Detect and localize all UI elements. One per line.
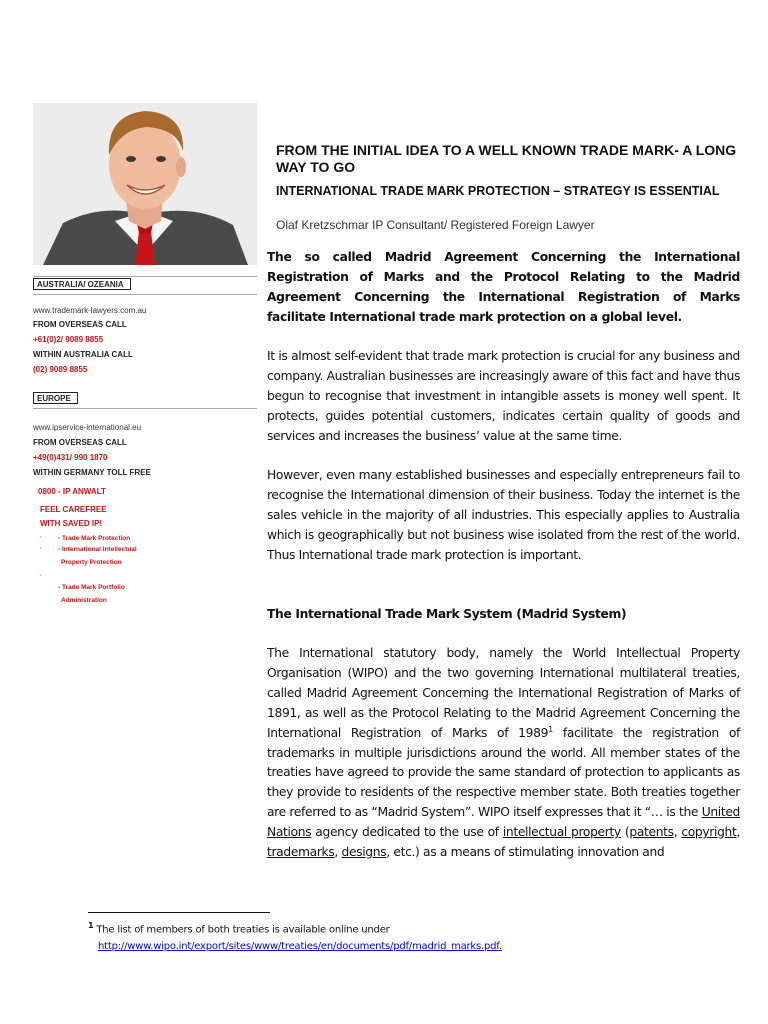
footnote-link[interactable]: http://www.wipo.int/export/sites/www/treaties/en/documents/pdf/madrid_marks.pdf xyxy=(98,941,499,952)
service-item: Property Protection xyxy=(61,559,122,566)
para3-text: The International statutory body, namely the World Intellectual Property Organisation (WIPO) and the two governing International multilateral treaties, called Madrid Agreement Concerning the International Registration of Marks of 1891, as well as the Protocol Relating to the Madrid Agreement Concerning the International Registration of Marks of 1989 xyxy=(267,646,740,740)
para3-text: , etc.) as a means of stimulating innovation and xyxy=(386,845,665,860)
website-europe[interactable]: www.ipservice-international.eu xyxy=(33,423,142,432)
para3-text: , xyxy=(334,845,342,860)
para3-text: facilitate the registration of trademarks in multiple jurisdictions around the world. All member states of the treaties have agreed to provide the same standard of protection to applicants as they provide to residents of the respective member state. Both treaties together are referred to as “Madrid System”. WIPO itself expresses that it “… is the xyxy=(267,725,741,820)
para3-text: , xyxy=(736,825,741,840)
link-intellectual-property[interactable]: intellectual property xyxy=(502,825,621,840)
overseas-phone-europe: +49(0)431/ 990 1870 xyxy=(33,453,108,462)
link-patents[interactable]: patents xyxy=(629,825,674,840)
local-phone-australia: (02) 9089 8855 xyxy=(33,365,88,374)
sidebar-divider xyxy=(33,294,257,295)
service-item: - Trade Mark Portfolio xyxy=(58,584,125,591)
body-paragraph-2: However, even many established businesses and especially entrepreneurs fail to recognise the International dimension of their business. Today the internet is the sales vehicle in the majority of all industries. This especially applies to Australia which is geographically but not business wise isolated from the rest of the world. Thus International trade mark protection is important. xyxy=(267,468,740,562)
para3-text: ( xyxy=(620,825,630,840)
link-copyright[interactable]: copyright xyxy=(681,825,737,840)
region-australia-label: AUSTRALIA/ OZEANIA xyxy=(33,278,131,290)
region-europe-label: EUROPE xyxy=(33,392,78,404)
article-headline: FROM THE INITIAL IDEA TO A WELL KNOWN TRADE MARK- A LONG WAY TO GO xyxy=(276,142,737,175)
sidebar-divider xyxy=(33,276,257,277)
link-designs[interactable]: designs xyxy=(341,845,387,860)
local-call-label: WITHIN AUSTRALIA CALL xyxy=(33,350,133,359)
overseas-call-label: FROM OVERSEAS CALL xyxy=(33,438,127,447)
local-call-label: WITHIN GERMANY TOLL FREE xyxy=(33,468,151,477)
service-item: - International Intellectual xyxy=(58,546,137,553)
author-photo xyxy=(33,103,257,265)
service-item: Administration xyxy=(61,597,107,604)
footnote-marker: 1 xyxy=(88,921,94,930)
body-paragraph-3 xyxy=(267,644,740,863)
footnote-text: The list of members of both treaties is available online under xyxy=(93,924,390,936)
link-trademarks[interactable]: trademarks xyxy=(267,845,335,860)
bullet-dot: · xyxy=(40,534,43,541)
overseas-call-label: FROM OVERSEAS CALL xyxy=(33,320,127,329)
footnote-separator xyxy=(88,912,270,913)
para3-text: , xyxy=(673,825,682,840)
bullet-dot: · xyxy=(40,545,43,552)
slogan-line1: FEEL CAREFREE xyxy=(40,505,107,514)
intro-paragraph: The so called Madrid Agreement Concerning the International Registration of Marks and the Protocol Relating to the Madrid Agreement Concerning the International Registration of Marks facilitate International trade mark protection on a global level. xyxy=(267,250,740,324)
body-paragraph-1: It is almost self-evident that trade mark protection is crucial for any business and company. Australian businesses are increasingly aware of this fact and have thus begun to recognise that investment in intangible assets is money well spent. It protects, guides potential customers, indicates certain quality of goods and services and increases the business’ value at the same time. xyxy=(267,349,740,443)
author-byline: Olaf Kretzschmar IP Consultant/ Registered Foreign Lawyer xyxy=(276,218,595,232)
section-heading: The International Trade Mark System (Madrid System) xyxy=(267,607,627,621)
article-subheading: INTERNATIONAL TRADE MARK PROTECTION – STRATEGY IS ESSENTIAL xyxy=(276,184,720,198)
service-item: - Trade Mark Protection xyxy=(58,535,131,542)
portrait-image xyxy=(33,103,257,265)
local-phone-germany: 0800 - IP ANWALT xyxy=(38,487,106,496)
footnote xyxy=(88,921,390,935)
bullet-dot: · xyxy=(40,572,43,579)
footnote-reference: 1 xyxy=(548,724,553,734)
overseas-phone-australia: +61(0)2/ 9089 8855 xyxy=(33,335,104,344)
link-united-nations[interactable]: United Nations xyxy=(267,805,740,840)
footnote-period: . xyxy=(498,941,502,952)
slogan-line2: WITH SAVED IP! xyxy=(40,519,103,528)
footnote-link-wrapper xyxy=(98,941,502,952)
sidebar-divider xyxy=(33,408,257,409)
website-australia[interactable]: www.trademark-lawyers.com.au xyxy=(33,306,147,315)
para3-text: agency dedicated to the use of xyxy=(311,825,503,840)
